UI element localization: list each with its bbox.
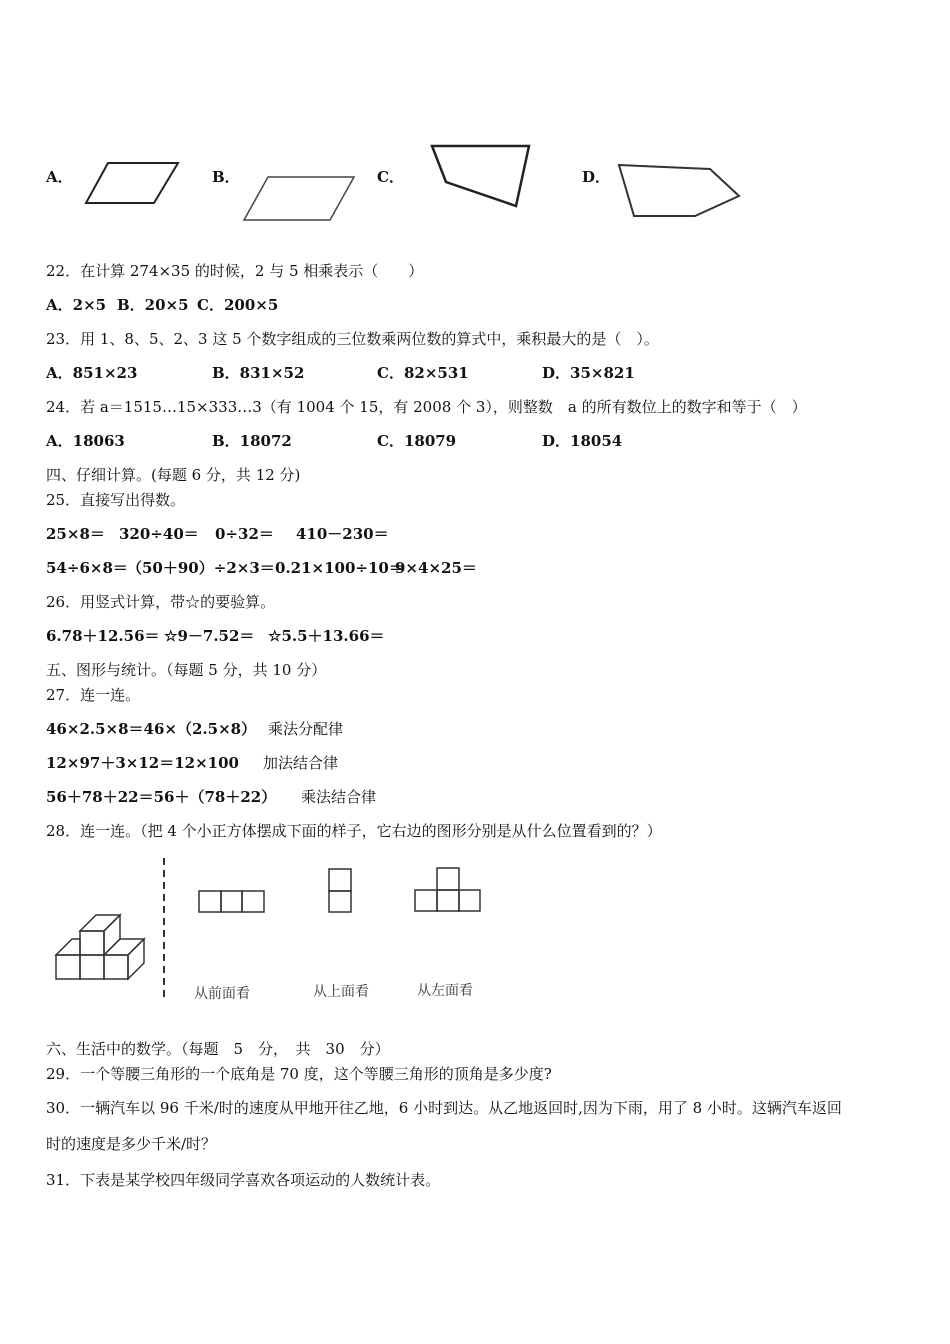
- section-5-heading: 五、图形与统计。（每题 5 分，共 10 分）: [46, 661, 327, 679]
- q24-option-d: D．18054: [542, 432, 623, 450]
- q30-line-2: 时的速度是多少千米/时？: [46, 1135, 217, 1153]
- q27-right-3: 乘法结合律: [301, 788, 377, 806]
- cube-stack-figure: [56, 915, 144, 979]
- q27-right-2: 加法结合律: [263, 754, 339, 772]
- top-view-figure: [329, 869, 351, 912]
- option-c-label: C．: [377, 168, 404, 186]
- q22-option-b: B．20×5: [117, 296, 189, 314]
- caption-top-view: 从上面看: [313, 984, 369, 1000]
- q24-option-c: C．18079: [377, 432, 457, 450]
- front-view-figure: [199, 891, 264, 912]
- q25-stem: 25．直接写出得数。: [46, 491, 186, 509]
- q30-line-1: 30．一辆汽车以 96 千米/时的速度从甲地开往乙地，6 小时到达。从乙地返回时,因为下雨，用了 8 小时。这辆汽车返回: [46, 1099, 842, 1117]
- q22-option-c: C．200×5: [197, 296, 279, 314]
- shape-a-parallelogram: [86, 163, 178, 203]
- q27-right-1: 乘法分配律: [268, 720, 344, 738]
- q25-r1-4: 410－230＝: [296, 525, 389, 543]
- option-a-label: A．: [46, 168, 73, 186]
- q24-option-b: B．18072: [212, 432, 292, 450]
- q25-r2-1: 54÷6×8＝: [46, 559, 128, 577]
- left-view-figure: [415, 868, 480, 911]
- q27-left-2: 12×97＋3×12＝12×100: [46, 754, 239, 772]
- q23-option-d: D．35×821: [542, 364, 635, 382]
- shape-d-pentagon: [619, 165, 739, 216]
- q31-stem: 31．下表是某学校四年级同学喜欢各项运动的人数统计表。: [46, 1171, 441, 1189]
- q25-r2-2: （50＋90）÷2×3＝: [127, 559, 275, 577]
- q26-stem: 26．用竖式计算，带☆的要验算。: [46, 593, 276, 611]
- q22-stem: 22．在计算 274×35 的时候，2 与 5 相乘表示（ ）: [46, 262, 424, 280]
- q27-left-1: 46×2.5×8＝46×（2.5×8）: [46, 720, 257, 738]
- q25-r2-3: 0.21×100÷10＝: [275, 559, 404, 577]
- q26-item-1: 6.78＋12.56＝: [46, 627, 160, 645]
- q23-stem: 23．用 1、8、5、2、3 这 5 个数字组成的三位数乘两位数的算式中，乘积最大的是（ ）。: [46, 330, 659, 348]
- q23-option-a: A．851×23: [46, 364, 138, 382]
- q22-option-a: A．2×5: [46, 296, 107, 314]
- caption-front-view: 从前面看: [194, 986, 250, 1002]
- section-4-heading: 四、仔细计算。(每题 6 分，共 12 分): [46, 466, 301, 484]
- q28-stem: 28．连一连。（把 4 个小正方体摆成下面的样子，它右边的图形分别是从什么位置看到的？）: [46, 822, 662, 840]
- q23-option-c: C．82×531: [377, 364, 469, 382]
- q25-r2-4: 9×4×25＝: [395, 559, 477, 577]
- caption-left-view: 从左面看: [417, 983, 473, 999]
- q25-r1-3: 0÷32＝: [215, 525, 274, 543]
- q24-stem: 24．若 a＝1515…15×333…3（有 1004 个 15，有 2008 个 3），则整数 a 的所有数位上的数字和等于（ ）: [46, 398, 807, 416]
- q29-stem: 29．一个等腰三角形的一个底角是 70 度，这个等腰三角形的顶角是多少度?: [46, 1065, 552, 1083]
- shape-c-quadrilateral: [432, 146, 529, 206]
- q24-option-a: A．18063: [46, 432, 125, 450]
- section-6-heading: 六、生活中的数学。（每题 5 分， 共 30 分）: [46, 1040, 390, 1058]
- q26-item-2: ☆9－7.52＝: [164, 627, 255, 645]
- shape-b-parallelogram: [244, 177, 354, 220]
- q27-left-3: 56＋78＋22＝56＋（78＋22）: [46, 788, 277, 806]
- q25-r1-1: 25×8＝: [46, 525, 105, 543]
- q23-option-b: B．831×52: [212, 364, 305, 382]
- q27-stem: 27．连一连。: [46, 686, 141, 704]
- option-d-label: D．: [582, 168, 611, 186]
- option-b-label: B．: [212, 168, 240, 186]
- q26-item-3: ☆5.5＋13.66＝: [268, 627, 385, 645]
- q25-r1-2: 320÷40＝: [119, 525, 199, 543]
